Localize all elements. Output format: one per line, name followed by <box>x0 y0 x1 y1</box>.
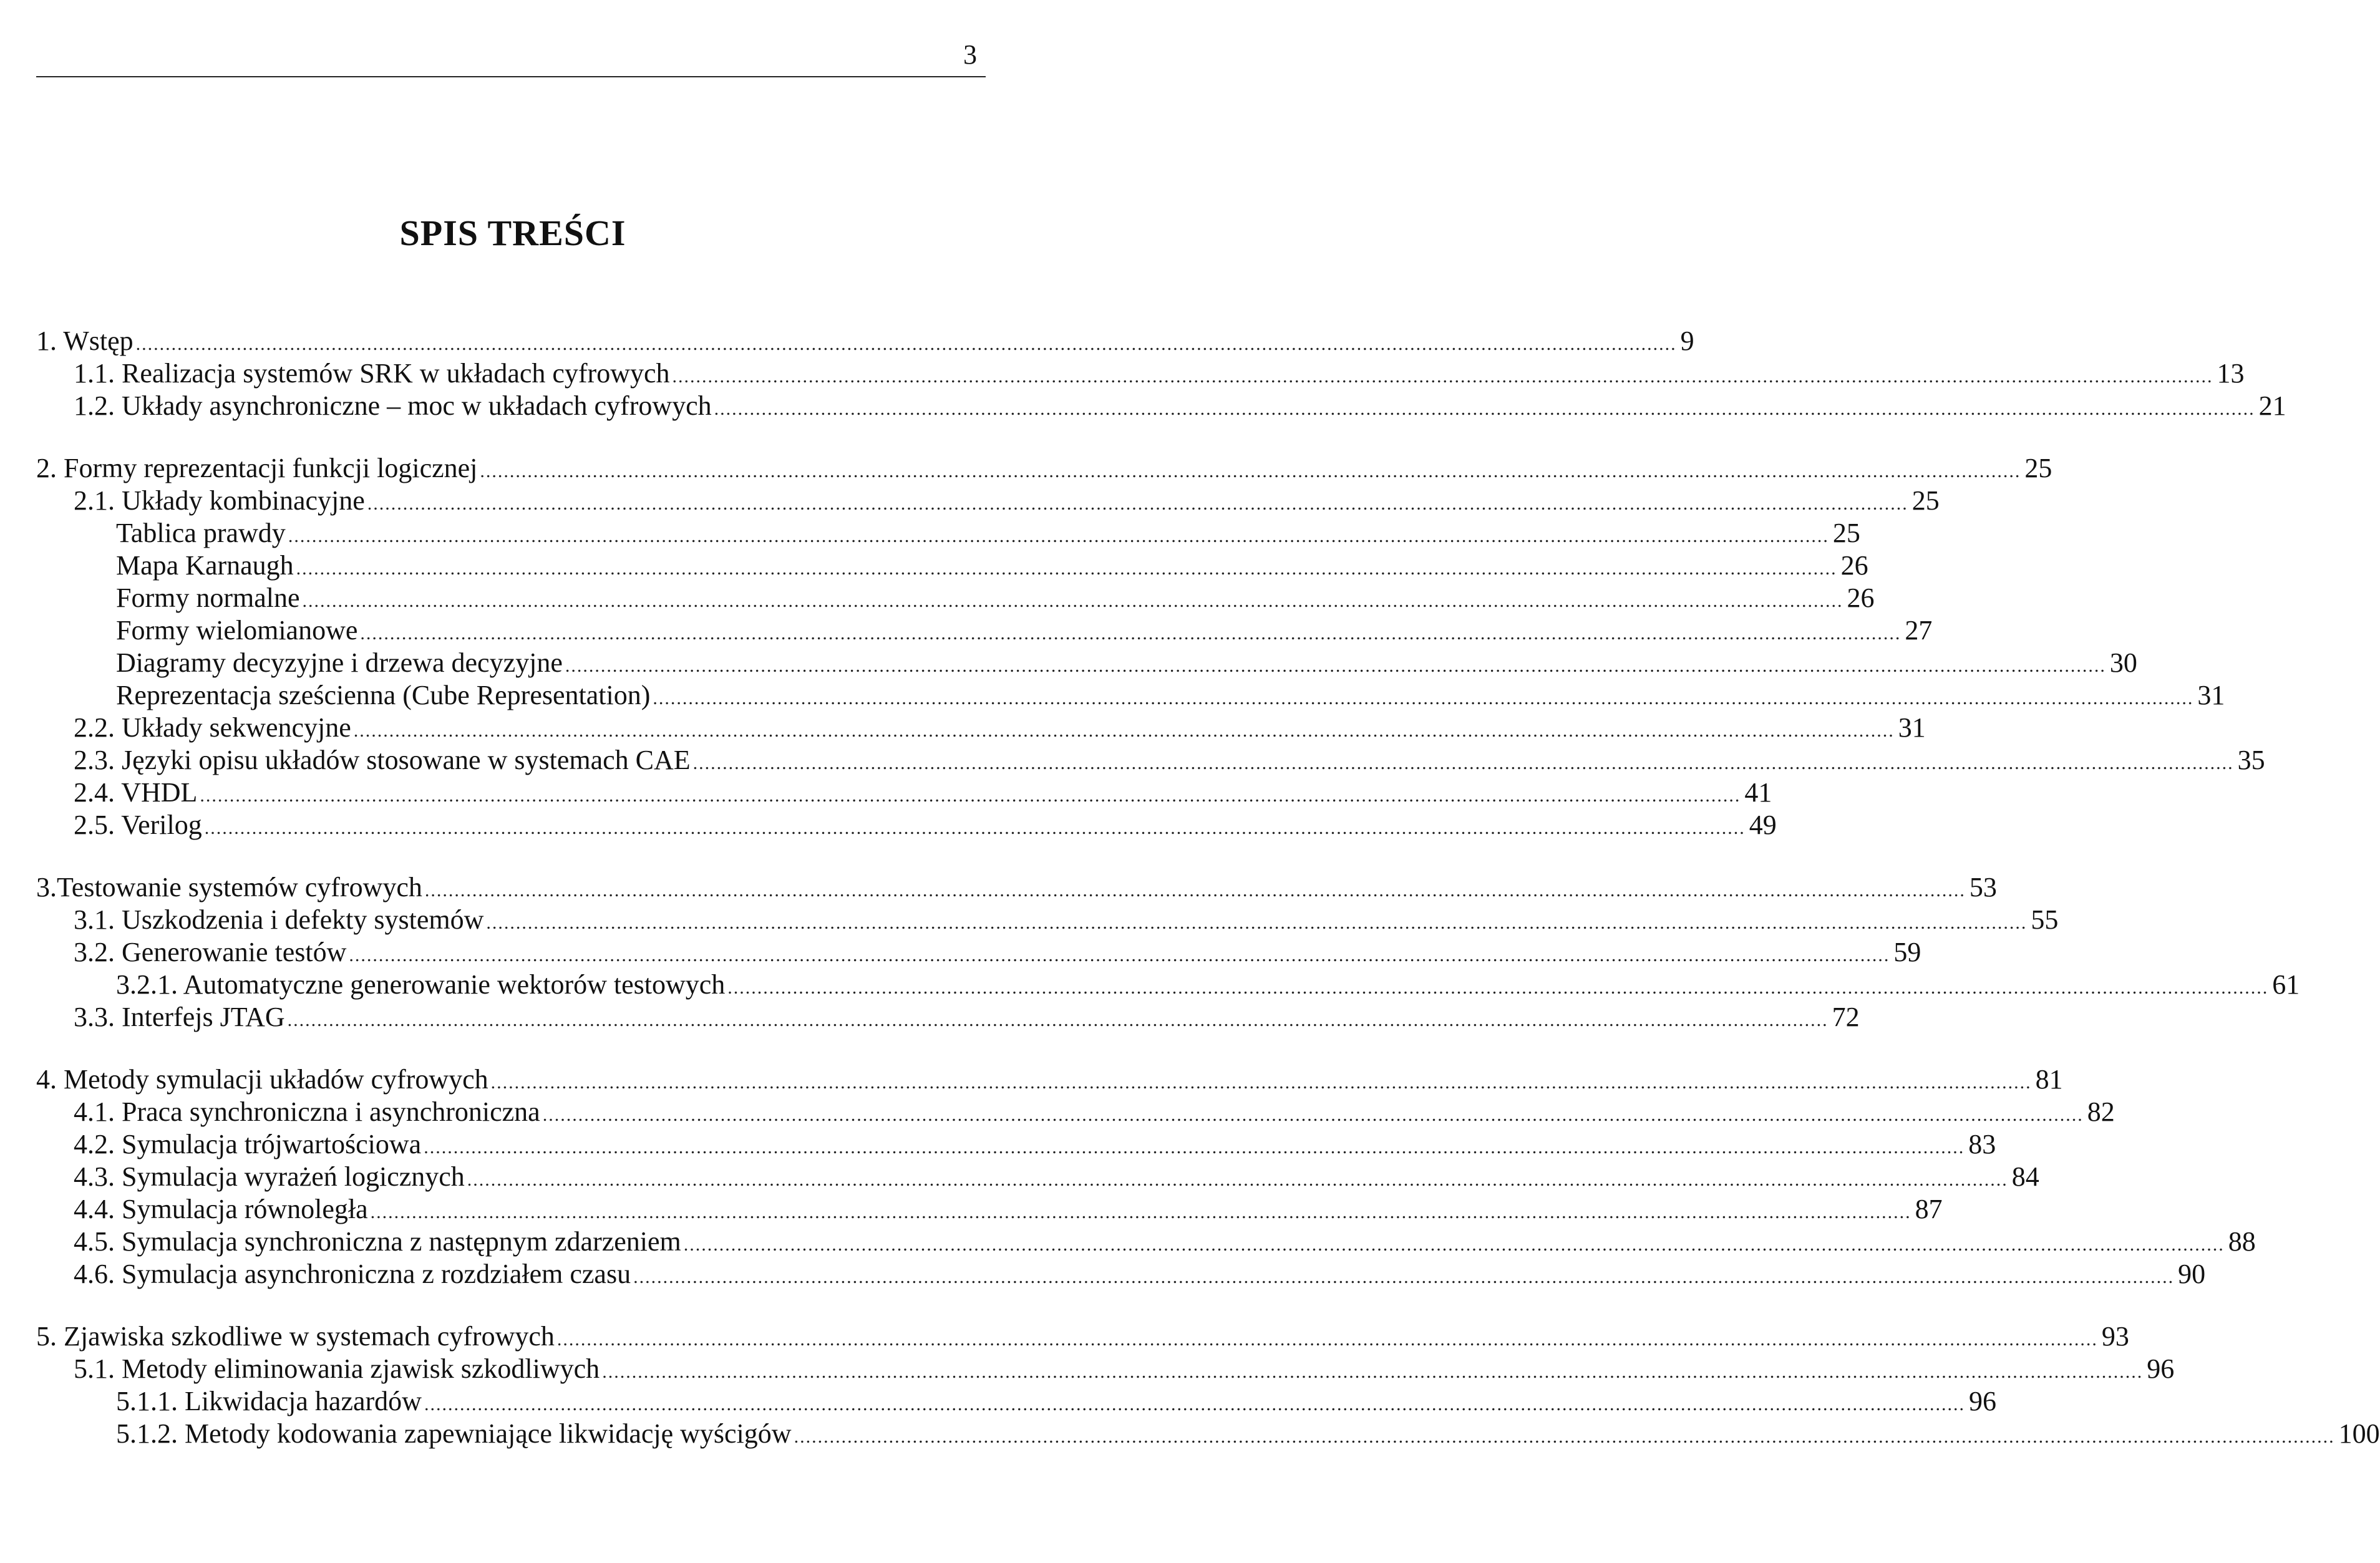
toc-entry-page: 49 <box>1749 810 1777 840</box>
toc-entry-label: Mapa Karnaugh <box>116 550 294 581</box>
dot-leader: .................................................................................................................................................................................................................................................................... <box>360 623 1902 644</box>
toc-entry <box>74 903 2059 937</box>
dot-leader: .................................................................................................................................................................................................................................................................... <box>683 1234 2225 1255</box>
toc-entry-label: 4.1. Praca synchroniczna i asynchroniczna <box>74 1096 540 1127</box>
dot-leader: .................................................................................................................................................................................................................................................................... <box>424 1137 1965 1158</box>
toc-entry-label: 5.1.1. Likwidacja hazardów <box>116 1386 422 1416</box>
dot-leader: .................................................................................................................................................................................................................................................................... <box>296 558 1837 579</box>
dot-leader: .................................................................................................................................................................................................................................................................... <box>727 977 2269 998</box>
dot-leader: .................................................................................................................................................................................................................................................................... <box>204 818 1746 838</box>
toc-entry-page: 88 <box>2228 1226 2256 1257</box>
dot-leader: .................................................................................................................................................................................................................................................................... <box>565 656 2106 676</box>
dot-leader: .................................................................................................................................................................................................................................................................... <box>349 945 1890 965</box>
toc-entry-page: 13 <box>2217 358 2245 389</box>
toc-entry-page: 90 <box>2178 1259 2206 1289</box>
toc-entry <box>74 357 2245 390</box>
dot-leader: .................................................................................................................................................................................................................................................................... <box>653 688 2194 709</box>
dot-leader: .................................................................................................................................................................................................................................................................... <box>424 1394 1965 1415</box>
header-rule <box>36 76 986 77</box>
toc-entry <box>116 549 1868 583</box>
toc-entry-label: 2. Formy reprezentacji funkcji logicznej <box>36 453 478 483</box>
dot-leader: .................................................................................................................................................................................................................................................................... <box>486 912 2028 933</box>
dot-leader: .................................................................................................................................................................................................................................................................... <box>692 753 2234 773</box>
toc-entry <box>74 1225 2256 1259</box>
toc-entry-page: 31 <box>1898 712 1926 743</box>
toc-entry-label: 3.1. Uszkodzenia i defekty systemów <box>74 904 484 935</box>
toc-entry-label: Diagramy decyzyjne i drzewa decyzyjne <box>116 647 563 678</box>
toc-entry-page: 27 <box>1905 615 1933 646</box>
toc-entry-page: 35 <box>2237 745 2265 775</box>
toc-entry-label: Formy wielomianowe <box>116 615 358 646</box>
toc-entry-label: 1. Wstęp <box>36 326 134 356</box>
toc-entry-label: 4.3. Symulacja wyrażeń logicznych <box>74 1161 465 1192</box>
toc-entry-label: Tablica prawdy <box>116 518 286 548</box>
toc-entry-label: 4.5. Symulacja synchroniczna z następnym zdarzeniem <box>74 1226 681 1257</box>
dot-leader: .................................................................................................................................................................................................................................................................... <box>467 1169 2008 1190</box>
toc-entry-label: 2.1. Układy kombinacyjne <box>74 485 365 516</box>
toc-entry-label: 1.1. Realizacja systemów SRK w układach cyfrowych <box>74 358 670 389</box>
toc-entry <box>74 1160 2039 1194</box>
toc-entry <box>74 1000 1860 1034</box>
toc-entry-page: 84 <box>2011 1161 2039 1192</box>
toc-entry-page: 21 <box>2258 390 2286 421</box>
toc-entry <box>116 646 2137 680</box>
toc-entry-page: 81 <box>2035 1064 2063 1095</box>
toc-entry-label: 4.6. Symulacja asynchroniczna z rozdziałem czasu <box>74 1259 631 1289</box>
toc-entry-page: 31 <box>2197 680 2225 710</box>
toc-entry-label: 4.4. Symulacja równoległa <box>74 1194 368 1224</box>
toc-entry-page: 25 <box>1911 485 1940 516</box>
dot-leader: .................................................................................................................................................................................................................................................................... <box>302 591 1843 611</box>
toc-entry-label: 1.2. Układy asynchroniczne – moc w układach cyfrowych <box>74 390 712 421</box>
dot-leader: .................................................................................................................................................................................................................................................................... <box>480 461 2021 481</box>
toc-entry-label: Formy normalne <box>116 583 300 613</box>
toc-entry-page: 53 <box>1969 872 1997 902</box>
toc-entry-page: 100 <box>2338 1418 2380 1449</box>
toc-entry <box>116 1385 1996 1418</box>
dot-leader: .................................................................................................................................................................................................................................................................... <box>490 1072 2032 1093</box>
dot-leader: .................................................................................................................................................................................................................................................................... <box>370 1202 1911 1222</box>
dot-leader: .................................................................................................................................................................................................................................................................... <box>135 334 1677 354</box>
toc-entry-label: 2.4. VHDL <box>74 777 198 808</box>
toc-entry <box>36 324 1694 358</box>
toc-entry-label: 3.3. Interfejs JTAG <box>74 1002 285 1032</box>
toc-entry <box>116 679 2225 712</box>
toc-entry-page: 96 <box>2147 1353 2175 1384</box>
toc-entry-label: 5.1. Metody eliminowania zjawisk szkodliwych <box>74 1353 600 1384</box>
toc-entry-label: 4. Metody symulacji układów cyfrowych <box>36 1064 488 1095</box>
toc-entry-label: 5. Zjawiska szkodliwe w systemach cyfrowych <box>36 1321 555 1352</box>
toc-entry <box>36 1320 2129 1353</box>
toc-entry-label: 3.2. Generowanie testów <box>74 937 347 967</box>
toc-entry <box>36 452 2052 485</box>
toc-entry-page: 26 <box>1840 550 1868 581</box>
toc-entry <box>74 1128 1996 1161</box>
dot-leader: .................................................................................................................................................................................................................................................................... <box>288 526 1829 546</box>
toc-entry-label: 3.Testowanie systemów cyfrowych <box>36 872 422 902</box>
toc-entry-page: 96 <box>1968 1386 1996 1416</box>
dot-leader: .................................................................................................................................................................................................................................................................... <box>633 1267 2175 1287</box>
toc-entry-label: 5.1.2. Metody kodowania zapewniające likwidację wyścigów <box>116 1418 792 1449</box>
toc-entry <box>74 936 1921 969</box>
toc-entry-label: 2.2. Układy sekwencyjne <box>74 712 351 743</box>
toc-entry-label: 3.2.1. Automatyczne generowanie wektorów testowych <box>116 969 726 1000</box>
toc-entry-page: 72 <box>1832 1002 1860 1032</box>
toc-entry-page: 83 <box>1968 1129 1996 1159</box>
toc-entry <box>74 808 1777 842</box>
dot-leader: .................................................................................................................................................................................................................................................................... <box>353 720 1895 741</box>
dot-leader: .................................................................................................................................................................................................................................................................... <box>672 366 2213 387</box>
toc-entry-page: 87 <box>1915 1194 1943 1224</box>
page-number: 3 <box>963 39 977 70</box>
toc-entry <box>74 1193 1943 1226</box>
toc-entry <box>74 484 1940 518</box>
dot-leader: .................................................................................................................................................................................................................................................................... <box>714 399 2255 419</box>
toc-entry <box>116 516 1860 550</box>
toc-entry-page: 59 <box>1893 937 1921 967</box>
toc-entry <box>116 614 1933 647</box>
toc-entry <box>74 711 1926 745</box>
toc-entry <box>74 389 2286 423</box>
toc-entry-page: 41 <box>1744 777 1772 808</box>
dot-leader: .................................................................................................................................................................................................................................................................... <box>602 1362 2144 1382</box>
toc-entry-label: 2.3. Języki opisu układów stosowane w systemach CAE <box>74 745 691 775</box>
dot-leader: .................................................................................................................................................................................................................................................................... <box>542 1105 2084 1125</box>
toc-entry <box>74 1095 2115 1129</box>
toc-entry <box>74 743 2265 777</box>
toc-entry <box>116 968 2300 1002</box>
toc-entry-page: 9 <box>1680 326 1694 356</box>
toc-entry <box>36 1063 2063 1096</box>
dot-leader: .................................................................................................................................................................................................................................................................... <box>556 1329 2098 1350</box>
dot-leader: .................................................................................................................................................................................................................................................................... <box>200 785 1741 806</box>
toc-entry-label: 4.2. Symulacja trójwartościowa <box>74 1129 422 1159</box>
toc-entry-page: 82 <box>2087 1096 2115 1127</box>
toc-entry <box>36 871 1997 904</box>
toc-entry-page: 93 <box>2101 1321 2129 1352</box>
toc-entry <box>74 776 1772 810</box>
toc-entry <box>74 1257 2206 1291</box>
dot-leader: .................................................................................................................................................................................................................................................................... <box>367 493 1908 514</box>
toc-entry <box>74 1352 2175 1386</box>
toc-entry-page: 25 <box>1832 518 1860 548</box>
dot-leader: .................................................................................................................................................................................................................................................................... <box>287 1010 1829 1030</box>
toc-entry-page: 26 <box>1847 583 1875 613</box>
dot-leader: .................................................................................................................................................................................................................................................................... <box>424 880 1966 901</box>
toc-entry-page: 30 <box>2109 647 2137 678</box>
toc-entry-label: Reprezentacja sześcienna (Cube Representation) <box>116 680 651 710</box>
toc-entry-page: 55 <box>2031 904 2059 935</box>
toc-entry-label: 2.5. Verilog <box>74 810 202 840</box>
toc-entry <box>116 1417 2380 1451</box>
toc-entry-page: 61 <box>2272 969 2300 1000</box>
toc-entry-page: 25 <box>2024 453 2052 483</box>
toc-title: SPIS TREŚCI <box>399 213 626 253</box>
toc-entry <box>116 581 1875 615</box>
dot-leader: .................................................................................................................................................................................................................................................................... <box>794 1426 2335 1447</box>
